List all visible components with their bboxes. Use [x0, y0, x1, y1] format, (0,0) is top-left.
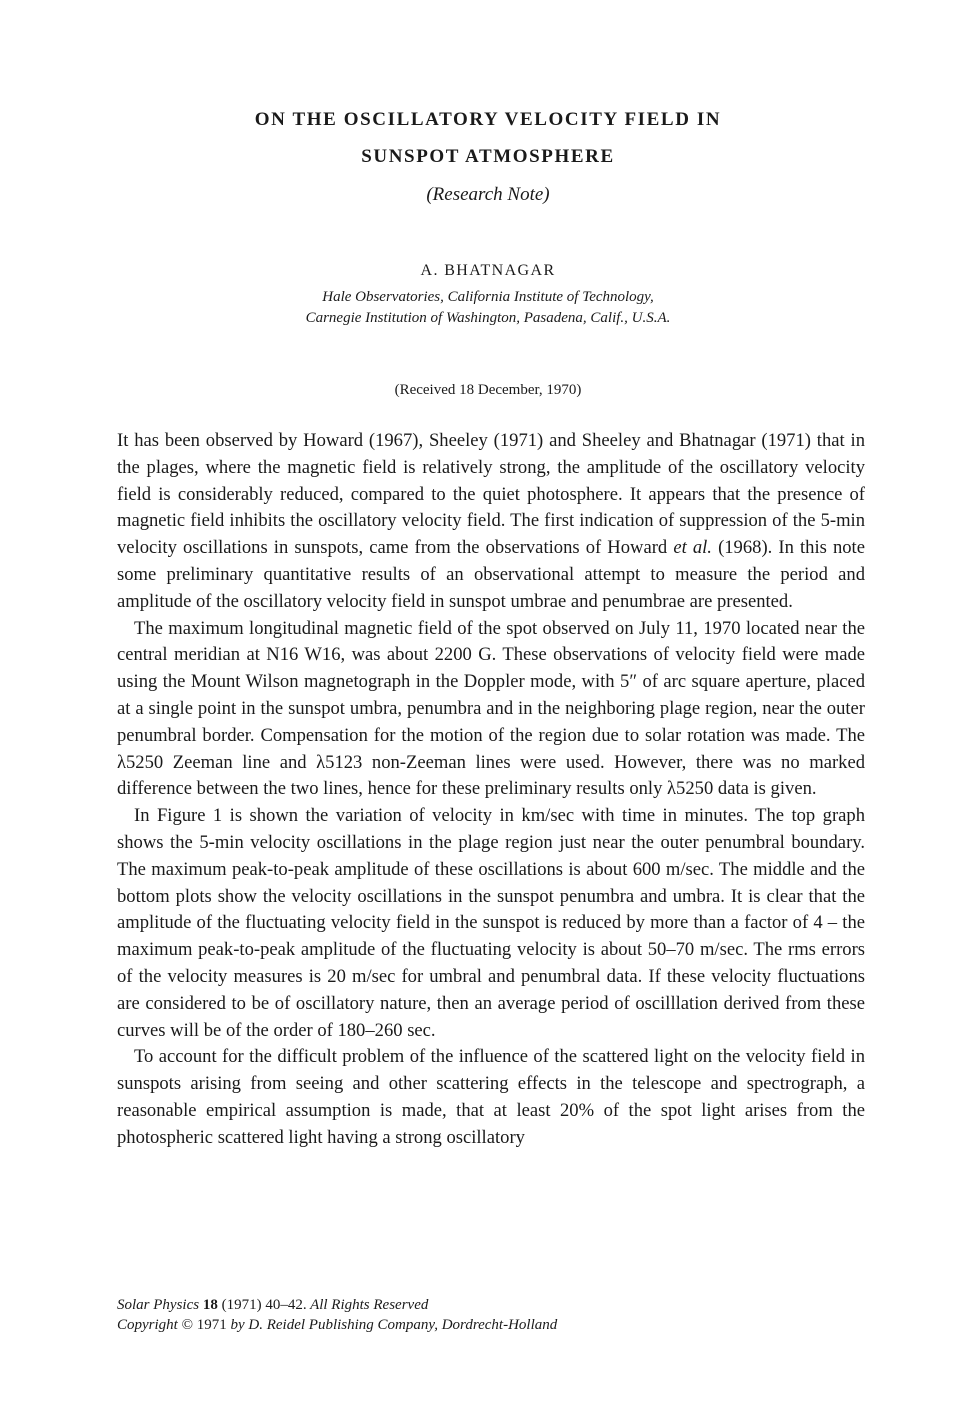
paragraph-1-part-b: (1968). In this note some preliminary quantitative results of an observational attempt to measure the period and amplitude of the oscillatory velocity field in sunspot umbrae and penumbrae are presented. — [117, 537, 865, 612]
author: A. BHATNAGAR — [420, 262, 556, 279]
paragraph-4: To account for the difficult problem of the influence of the scattered light on the velocity field in sunspots arising from seeing and other scattering effects in the telescope and spectrograph, a reasonable empirical assumption is made, that at least 20% of the spot light arises from the photospheric scattered light having a strong oscillatory — [117, 1046, 865, 1148]
title-line-2: SUNSPOT ATMOSPHERE — [361, 146, 615, 167]
copyright-symbol: © — [181, 1317, 193, 1333]
paragraph-3: In Figure 1 is shown the variation of velocity in km/sec with time in minutes. The top graph shows the 5-min velocity oscillations in the plage region just near the outer penumbral boundary. The maximum peak-to-peak amplitude of these oscillations is about 600 m/sec. The middle and the bottom plots show the velocity oscillations in the sunspot penumbra and umbra. It is clear that the amplitude of the fluctuating velocity field in the sunspot is reduced by more than a factor of 4 – the maximum peak-to-peak amplitude of the fluctuating velocity is about 50–70 m/sec. The rms errors of the velocity measures is 20 m/sec for umbral and penumbral data. If these velocity fluctuations are considered to be of oscillatory nature, then an average period of oscilllation derived from these curves will be of the order of 180–260 sec. — [117, 805, 865, 1041]
paragraph-1-italic: et al. — [673, 537, 712, 559]
affiliation-line-2: Carnegie Institution of Washington, Pasadena, Calif., U.S.A. — [305, 310, 671, 326]
title-line-1: ON THE OSCILLATORY VELOCITY FIELD IN — [254, 109, 722, 130]
body-text — [117, 428, 865, 1152]
copyright-word: Copyright — [117, 1317, 178, 1333]
copyright-year: 1971 — [196, 1317, 227, 1333]
year-pages: (1971) 40–42. — [221, 1297, 307, 1313]
paragraph-1-part-a: It has been observed by Howard (1967), Sheeley (1971) and Sheeley and Bhatnagar (1971) that in the plages, where the magnetic field is relatively strong, the amplitude of the oscillatory velocity field is considerably reduced, compared to the quiet photosphere. It appears that the presence of magnetic field inhibits the oscillatory velocity field. The first indication of suppression of the 5-min velocity oscillations in sunspots, came from the observations of Howard — [117, 430, 865, 559]
copyright-line — [117, 1315, 557, 1335]
publisher: by D. Reidel Publishing Company, Dordrecht-Holland — [230, 1317, 558, 1333]
journal-name: Solar Physics — [117, 1297, 200, 1313]
paragraph-2: The maximum longitudinal magnetic field of the spot observed on July 11, 1970 located near the central meridian at N16 W16, was about 2200 G. These observations of velocity field were made using the Mount Wilson magnetograph in the Doppler mode, with 5″ of arc square aperture, placed at a single point in the sunspot umbra, penumbra and in the neighboring plage region, near the outer penumbral border. Compensation for the motion of the region due to solar rotation was made. The λ5250 Zeeman line and λ5123 non-Zeeman lines were used. However, there was no marked difference between the two lines, hence for these preliminary results only λ5250 data is given. — [117, 617, 865, 800]
volume: 18 — [202, 1297, 218, 1313]
paragraph-1 — [117, 428, 865, 616]
citation-line — [117, 1295, 557, 1315]
subtitle: (Research Note) — [426, 184, 550, 205]
footer — [117, 1295, 557, 1335]
affiliation-line-1: Hale Observatories, California Institute of Technology, — [322, 289, 654, 305]
received-date: (Received 18 December, 1970) — [394, 382, 582, 398]
rights: All Rights Reserved — [310, 1297, 429, 1313]
